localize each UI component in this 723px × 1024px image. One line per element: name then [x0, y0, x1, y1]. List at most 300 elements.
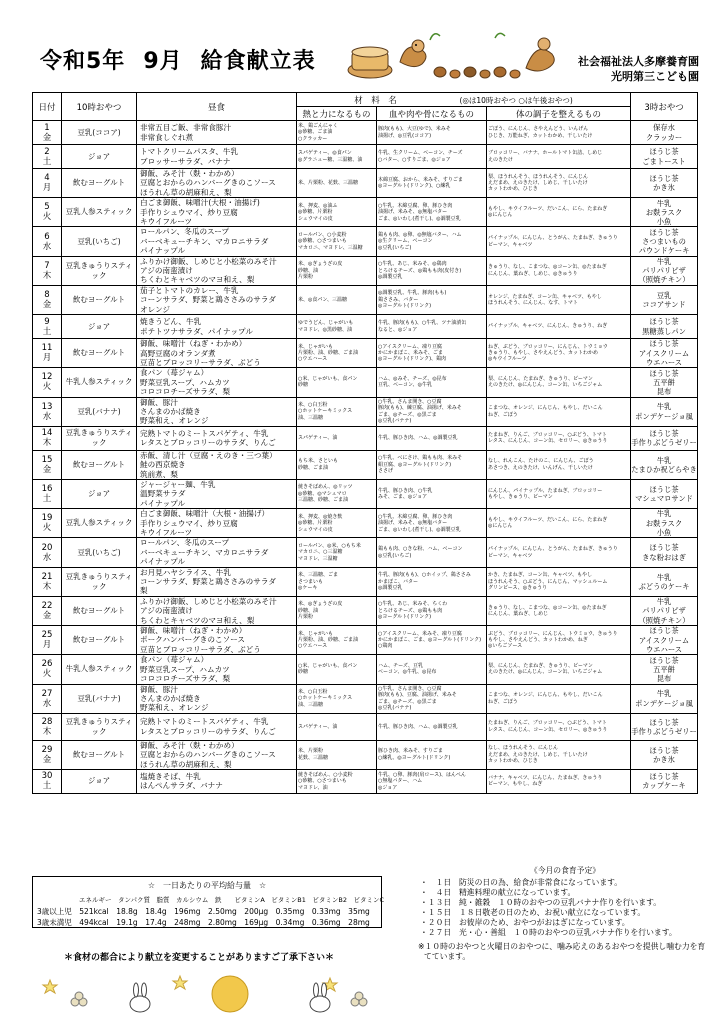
lunch-cell [137, 339, 297, 368]
yellow-ingredients-cell-line: ◎豆乳(バナナ) [378, 705, 412, 712]
red-ingredients-cell [297, 740, 377, 769]
blue-ingredients-cell-line: たまねぎ、りんご、ブロッコリー、○ぶどう、トマト [488, 431, 607, 438]
day-cell-line: 金 [42, 299, 52, 310]
lunch-cell-line: ポークハンバーグきのこソース [140, 635, 245, 645]
red-ingredients-cell-line: ◎砂糖、◎マシュマロ [298, 490, 347, 497]
pm-snack-cell [631, 198, 698, 227]
lunch-cell-line: コーンサラダ、野菜と鶏ささみのサラダ [140, 295, 276, 305]
red-ingredients-cell-line: ○ホットケーキミックス [298, 695, 353, 702]
yellow-ingredients-cell-line: 牛乳、豚肉(もも)、○ホイップ、鶏ささみ [378, 572, 471, 579]
nutrition-row-over3: 3歳以上児 521kcal 18.8g 18.4g 196mg 2.50mg 200μg 0.35mg 0.33mg 35mg [37, 907, 370, 916]
lunch-cell [137, 169, 297, 198]
red-ingredients-cell-line: スパゲティー、油 [298, 723, 338, 730]
page-header [0, 0, 723, 92]
pm-snack-cell-line: ほうじ茶 [649, 626, 679, 636]
lunch-cell-line: バーベキューチキン、マカロニサラダ [140, 236, 269, 246]
lunch-cell-line: キウイフルーツ [140, 217, 193, 227]
red-ingredients-cell-line: 油、三温糖 [298, 414, 324, 421]
yellow-ingredients-cell [377, 479, 487, 508]
red-ingredients-cell-line: シュウマイの皮 [298, 526, 333, 533]
pm-snack-cell [631, 339, 698, 368]
red-ingredients-cell-line: 米、じゃがいも [298, 343, 334, 350]
red-ingredients-cell-line: 片栗粉 [298, 273, 314, 280]
yellow-ingredients-cell-line: 絹豆腐、◎ヨーグルト(ドリンク) [378, 461, 452, 468]
blue-ingredients-cell [487, 655, 631, 684]
yellow-ingredients-cell-line: ○牛乳、あじ、米みそ、ちくわ [378, 601, 448, 608]
red-ingredients-cell-line: 米、押麦、◎焼き麩 [298, 513, 343, 520]
menu-row [33, 509, 698, 538]
lunch-cell-line: パイナップル [140, 246, 186, 256]
red-ingredients-cell-line: ロールパン、○小麦粉 [298, 231, 347, 238]
blue-ingredients-cell [487, 769, 631, 793]
blue-ingredients-cell-line: えだまめ、えのきたけ、しめじ、干しいたけ [488, 751, 588, 758]
bunny-moon-illustration [30, 966, 370, 1016]
lunch-cell-line: 鮭の西京焼き [140, 460, 186, 470]
lunch-cell [137, 227, 297, 256]
day-cell-line: 水 [42, 411, 52, 422]
blue-ingredients-cell [487, 684, 631, 713]
menu-row [33, 626, 698, 655]
yellow-ingredients-cell [377, 227, 487, 256]
day-cell-line: 4 [44, 173, 50, 184]
blue-ingredients-cell [487, 426, 631, 450]
day-cell [33, 256, 62, 285]
day-cell-line: 22 [41, 600, 53, 611]
red-ingredients-cell-line: マヨドレ、◎黒砂糖、油 [298, 326, 352, 333]
red-ingredients-cell-line: 米、押麦、◎油ふ [298, 202, 338, 209]
day-cell [33, 538, 62, 567]
lunch-cell-line: ほうれん草の胡麻和え、梨 [140, 759, 232, 769]
menu-row [33, 256, 698, 285]
blue-ingredients-cell-line: ねぎ、ごぼう [488, 698, 518, 705]
blue-ingredients-cell-line: カットわかめ、ひじき [488, 186, 538, 193]
pm-snack-cell-line: 小魚 [656, 527, 672, 537]
pm-snack-cell-line: ウエハース [645, 357, 683, 367]
blue-ingredients-cell-line: ぶどう、ブロッコリー、にんじん、トウミョウ、きゅうり [488, 630, 618, 637]
pm-snack-cell-line: 豆乳 [656, 290, 672, 300]
yellow-ingredients-cell [377, 145, 487, 169]
yellow-ingredients-cell [377, 285, 487, 314]
pm-snack-cell-line: 黒糖蒸しパン [642, 326, 686, 336]
pm-snack-cell-line: 牛乳 [656, 509, 672, 519]
pm-snack-cell [631, 397, 698, 426]
pm-snack-cell [631, 315, 698, 339]
red-ingredients-cell [297, 769, 377, 793]
lunch-cell-line: 梨 [140, 586, 148, 596]
red-ingredients-cell-line: 米、○白玉粉 [298, 689, 328, 695]
day-cell-line: 25 [41, 630, 53, 641]
red-ingredients-cell-line: ゆでうどん、じゃがいも [298, 320, 354, 327]
menu-row [33, 567, 698, 596]
lunch-cell-line: 豆腐とおからのハンバーグきのこソース [140, 178, 276, 188]
yellow-ingredients-cell [377, 121, 487, 145]
am-snack-cell [62, 285, 137, 314]
menu-row [33, 450, 698, 479]
yellow-ingredients-cell-line: 油揚げ、米みそ、◎無塩バター [378, 209, 448, 216]
blue-ingredients-cell [487, 368, 631, 397]
day-cell-line: 5 [44, 202, 50, 213]
blue-ingredients-cell [487, 479, 631, 508]
yellow-ingredients-cell-line: 油揚げ、米みそ、◎無塩バター [378, 520, 448, 527]
yellow-ingredients-cell-line: ◎豆乳(いちご) [378, 552, 412, 559]
yellow-ingredients-cell-line: ○アイスクリーム、米みそ、凍り豆腐 [378, 630, 462, 637]
red-ingredients-cell [297, 626, 377, 655]
pm-snack-cell-line: ほうじ茶 [649, 717, 679, 727]
lunch-cell [137, 450, 297, 479]
lunch-cell-line: 野菜豆乳スープ、ハムカツ [140, 664, 230, 674]
header-snack-am: 10時おやつ [62, 93, 137, 121]
blue-ingredients-cell [487, 397, 631, 426]
blue-ingredients-cell-line: グリンピース、◎きゅうり [488, 584, 548, 591]
pm-snack-cell-line: ほうじ茶 [649, 339, 679, 349]
menu-row [33, 769, 698, 793]
red-ingredients-cell [297, 479, 377, 508]
lunch-cell-line: 白ごま御飯、味噌汁(大根・油揚げ) [140, 198, 260, 208]
red-ingredients-cell-line: マヨドレ、三温糖 [298, 555, 338, 562]
lunch-cell-line: 筑前煮、梨 [140, 469, 178, 479]
day-cell [33, 368, 62, 397]
day-cell [33, 450, 62, 479]
yellow-ingredients-cell-line: 豚肉(もも)、豆腐、油揚げ、米みそ [378, 692, 457, 699]
lunch-cell [137, 285, 297, 314]
am-snack-cell-line: 飲むヨーグルト [72, 178, 126, 188]
pm-snack-cell-line: ココアサンド [642, 299, 686, 309]
lunch-cell-line: キウイフルーツ [140, 528, 193, 537]
am-snack-cell [62, 169, 137, 198]
lunch-cell-line: コロコロチーズサラダ、梨 [140, 674, 231, 684]
yellow-ingredients-cell-line: かにかまぼこ、ごま、◎ヨーグルト(ドリンク) [378, 636, 482, 643]
red-ingredients-cell-line: 米、三温糖、ごま [298, 572, 339, 579]
am-snack-cell [62, 567, 137, 596]
am-snack-cell-line: ジョア [87, 321, 111, 331]
red-ingredients-cell [297, 285, 377, 314]
red-ingredients-cell [297, 145, 377, 169]
yellow-ingredients-cell [377, 397, 487, 426]
day-cell-line: 金 [42, 464, 52, 475]
red-ingredients-cell [297, 198, 377, 227]
am-snack-cell-line: 豆乳(バナナ) [77, 693, 121, 703]
pm-snack-cell-line: （照焼チキン） [638, 275, 690, 285]
lunch-cell-line: パイナップル [140, 498, 186, 508]
yellow-ingredients-cell-line: ◎調製豆乳 [378, 273, 403, 280]
day-cell-line: 12 [41, 372, 53, 383]
day-cell [33, 121, 62, 145]
header-red: 熱と力になるもの [297, 107, 377, 121]
yellow-ingredients-cell-line: ハム、チーズ、豆乳 [378, 662, 424, 669]
pm-snack-cell [631, 450, 698, 479]
blue-ingredients-cell-line: なし、ほうれんそう、にんじん [488, 745, 559, 752]
blue-ingredients-cell-line: あさつき、えのきたけ、いんげん、干しいたけ [488, 464, 593, 471]
blue-ingredients-cell-line: レタス、にんじん、コーン缶、セロリー、◎きゅうり [488, 438, 608, 445]
lunch-cell [137, 426, 297, 450]
red-ingredients-cell-line: ○米、じゃがいも、食パン [298, 662, 358, 669]
title-month: 9月 [143, 49, 183, 74]
blue-ingredients-cell [487, 121, 631, 145]
yellow-ingredients-cell-line: ささげ [378, 468, 394, 475]
blue-ingredients-cell [487, 169, 631, 198]
menu-row [33, 169, 698, 198]
blue-ingredients-cell [487, 198, 631, 227]
blue-ingredients-cell-line: もやし、きゅうり、ピーマン [488, 494, 553, 501]
pm-snack-cell-line: 五平餅 [653, 664, 675, 674]
pm-snack-cell-line: 昆布 [656, 387, 672, 397]
am-snack-cell [62, 397, 137, 426]
blue-ingredients-cell-line: ねぎ、ごぼう [488, 411, 518, 418]
title-text: 給食献立表 [200, 49, 316, 74]
red-ingredients-cell-line: 砂糖 [298, 669, 309, 676]
blue-ingredients-cell [487, 227, 631, 256]
yellow-ingredients-cell-line: ハム、◎みそ、チーズ、◎昆布 [378, 376, 447, 383]
event-item: ・２７日 光・心・善組 １０時のおやつの豆乳バナナ作りを行います。 [420, 928, 677, 937]
red-ingredients-cell-line: ○ウエハース [298, 356, 328, 363]
pm-snack-cell-line: お麩ラスク [645, 207, 683, 217]
am-snack-cell-line: 豆乳(バナナ) [77, 406, 121, 416]
blue-ingredients-cell-line: えだまめ、えのきたけ、しめじ、干しいたけ [488, 179, 588, 186]
red-ingredients-cell-line: 砂糖、油 [298, 607, 319, 614]
header-yellow: 血や肉や骨になるもの [377, 107, 487, 121]
red-ingredients-cell-line: スパゲティー、◎食パン [298, 150, 352, 157]
red-ingredients-cell-line: 米、○白玉粉 [298, 402, 328, 409]
day-cell-line: 木 [42, 270, 52, 281]
am-snack-cell-line: 豆乳きゅうりスティック [65, 571, 133, 591]
blue-ingredients-cell [487, 450, 631, 479]
lunch-cell [137, 479, 297, 508]
yellow-ingredients-cell-line: 鶏もも肉、○きな粉、ハム、ベーコン [378, 546, 463, 553]
day-cell [33, 285, 62, 314]
lunch-cell [137, 596, 297, 625]
pm-snack-cell-line: ほうじ茶 [649, 745, 679, 755]
day-cell [33, 626, 62, 655]
lunch-cell [137, 368, 297, 397]
day-cell-line: 土 [42, 326, 52, 337]
blue-ingredients-cell-line: えのきたけ [488, 156, 514, 163]
red-ingredients-cell-line: 油、三温糖 [298, 701, 324, 708]
blue-ingredients-cell-line: かき、たまねぎ、コーン缶、キャベツ、もやし [488, 572, 593, 579]
red-ingredients-cell-line: ◎砂糖、○さつまいも [298, 238, 347, 245]
red-ingredients-cell-line: 砂糖、ごま油 [298, 464, 329, 471]
blue-ingredients-cell [487, 626, 631, 655]
menu-row [33, 426, 698, 450]
blue-ingredients-cell-line: もやし、さやえんどう、カットわかめ、ねぎ [488, 636, 588, 643]
yellow-ingredients-cell [377, 315, 487, 339]
lunch-cell-line: 食パン（苺ジャム） [140, 655, 209, 665]
event-item: ・ ４日 精進料理の献立になっています。 [420, 888, 576, 897]
day-cell [33, 198, 62, 227]
blue-ingredients-cell [487, 567, 631, 596]
lunch-cell-line: ちくわとキャベツのマヨ和え、梨 [140, 615, 255, 625]
nutrition-headers: エネルギー タンパク質 脂質 カルシウム 鉄 ビタミンA ビタミンB1 ビタミンB2 ビタミンC [79, 896, 384, 904]
am-snack-cell [62, 655, 137, 684]
yellow-ingredients-cell-line: 牛乳、豚ひき肉、○牛乳 [378, 487, 433, 494]
lunch-cell-line: 非常五目ご飯、非常食豚汁 [140, 123, 232, 133]
event-item: ・ １日 防災の日の為、給食が非常食になっています。 [420, 878, 623, 887]
nutrition-row-under3: 3歳未満児 494kcal 19.1g 17.4g 248mg 2.80mg 169μg 0.34mg 0.36mg 28mg [37, 918, 370, 927]
yellow-ingredients-cell-line: ごま、◎いわし(煮干し)、◎調製豆乳 [378, 215, 461, 222]
blue-ingredients-cell-line: きゅうり、なし、こまつな、◎コーン缶、◎たまねぎ [488, 604, 607, 611]
menu-row [33, 397, 698, 426]
menu-row [33, 227, 698, 256]
pm-snack-cell-line: ほうじ茶 [649, 484, 679, 494]
lunch-cell-line: 御飯、みそ汁（麩・わかめ） [140, 740, 239, 750]
blue-ingredients-cell-line: パイナップル、にんじん、とうがん、たまねぎ、きゅうり [488, 546, 618, 553]
blue-ingredients-cell-line: ◎にんじん [488, 523, 513, 530]
red-ingredients-cell-line: ◎砂糖、ごま油 [298, 129, 333, 136]
lunch-cell-line: 野菜和え、オレンジ [140, 703, 209, 713]
lunch-cell [137, 509, 297, 538]
lunch-cell-line: コーンサラダ、野菜と鶏ささみのサラダ [140, 577, 276, 587]
day-cell [33, 655, 62, 684]
lunch-cell-line: ジャージャー麺、牛乳 [140, 479, 216, 489]
yellow-ingredients-cell-line: ごま、◎チーズ、◎黒ごま [378, 698, 437, 705]
red-ingredients-cell-line: シュウマイの皮 [298, 215, 333, 222]
red-ingredients-cell-line: 米、◎ぎょうざの皮 [298, 601, 343, 608]
blue-ingredients-cell [487, 509, 631, 538]
pm-snack-cell-line: かき氷 [653, 183, 675, 193]
pm-snack-cell-line: 手作りぶどうゼリー [631, 438, 697, 448]
am-snack-cell-line: ジョア [87, 489, 111, 499]
pm-snack-cell-line: ほうじ茶 [649, 227, 679, 237]
red-ingredients-cell [297, 426, 377, 450]
pm-snack-cell-line: ほうじ茶 [649, 429, 679, 439]
am-snack-cell-line: 飲むヨーグルト [72, 348, 126, 358]
blue-ingredients-cell [487, 145, 631, 169]
yellow-ingredients-cell-line: ◎ヨーグルト(ドリンク)、○練乳 [378, 183, 451, 190]
blue-ingredients-cell [487, 285, 631, 314]
am-snack-cell-line: ジョア [87, 776, 111, 786]
lunch-cell-line: オレンジ [140, 304, 170, 314]
blue-ingredients-cell-line: パイナップル、にんじん、とうがん、たまねぎ、きゅうり [488, 235, 618, 242]
pm-snack-cell-line: ほうじ茶 [649, 173, 679, 183]
day-cell [33, 740, 62, 769]
blue-ingredients-cell [487, 339, 631, 368]
pm-snack-cell-line: ほうじ茶 [649, 147, 679, 157]
blue-ingredients-cell-line: ◎にんじん [488, 212, 513, 219]
lunch-cell-line: はんぺんサラダ、バナナ [140, 781, 223, 791]
day-cell-line: 30 [41, 771, 53, 782]
blue-ingredients-cell-line: ピーマン、キャベツ [488, 552, 533, 559]
yellow-ingredients-cell-line: 鶏ささみ、バター [378, 296, 419, 303]
pm-snack-cell-line: アイスクリーム [638, 348, 690, 358]
blue-ingredients-cell-line: ねぎ、ぶどう、ブロッコリー、にんじん、トウミョウ [488, 343, 608, 350]
page-title [40, 44, 316, 75]
lunch-cell-line: 非常食しぐれ煮 [140, 132, 194, 142]
yellow-ingredients-cell-line: ○牛乳、さんま開き、○豆腐 [378, 685, 442, 692]
day-cell-line: 金 [42, 754, 52, 765]
pm-snack-cell-line: カップケーキ [642, 781, 686, 791]
yellow-ingredients-cell-line: かまぼこ、バター [378, 578, 419, 585]
lunch-cell [137, 315, 297, 339]
lunch-cell-line: ふりかけ御飯、しめじと小松菜のみそ汁 [140, 256, 277, 266]
pm-snack-cell-line: マシュマロサンド [635, 494, 693, 504]
yellow-ingredients-cell [377, 596, 487, 625]
pm-snack-cell-line: ポンデケージョ風 [635, 411, 693, 421]
pm-snack-cell-line: ほうじ茶 [649, 543, 679, 553]
red-ingredients-cell-line: ◎グラニュー糖、三温糖、油 [298, 156, 363, 163]
yellow-ingredients-cell-line: ◎ヨーグルト(ドリンク) [378, 614, 432, 621]
blue-ingredients-cell-line: きゅうり、もやし、さやえんどう、カットわかめ [488, 350, 598, 356]
pm-snack-cell [631, 145, 698, 169]
day-cell-line: 26 [41, 659, 53, 670]
blue-ingredients-cell-line: ピーマン、もやし、ねぎ [488, 781, 543, 788]
am-snack-cell-line: 豆乳(ココア) [77, 127, 121, 137]
pm-snack-cell [631, 567, 698, 596]
yellow-ingredients-cell-line: ○無塩バター、ハム [378, 778, 423, 785]
pm-snack-cell-line: ごまトースト [642, 156, 686, 166]
school-name: 光明第三こども園 [611, 70, 699, 83]
day-cell-line: 水 [42, 552, 52, 563]
day-cell-line: 火 [42, 212, 52, 223]
day-cell-line: 月 [42, 183, 52, 194]
day-cell-line: 27 [41, 688, 53, 699]
am-snack-cell [62, 740, 137, 769]
blue-ingredients-cell-line: にんじん、葉ねぎ、しめじ [488, 610, 549, 617]
am-snack-cell-line: 豆乳きゅうりスティック [65, 716, 133, 736]
lunch-cell-line: レタスとブロッコリーのサラダ、りんご [140, 726, 276, 736]
red-ingredients-cell [297, 538, 377, 567]
day-cell-line: 土 [42, 781, 52, 792]
am-snack-cell-line: 牛乳人参スティック [65, 377, 133, 387]
red-ingredients-cell-line: マカロニ、マヨドレ、三温糖 [298, 244, 363, 251]
menu-row [33, 285, 698, 314]
yellow-ingredients-cell-line: ◎ヨーグルト(ドリンク) [378, 303, 432, 310]
pm-snack-cell [631, 169, 698, 198]
blue-ingredients-cell-line: 梨、にんじん、たまねぎ、きゅうり、ピーマン [488, 662, 593, 669]
pm-snack-cell [631, 713, 698, 740]
day-cell [33, 169, 62, 198]
am-snack-cell [62, 596, 137, 625]
day-cell-line: 木 [42, 581, 52, 592]
yellow-ingredients-cell-line: 豚ひき肉、米みそ、すりごま [378, 748, 443, 755]
nutrition-title: ☆ 一日あたりの平均給与量 ☆ [147, 881, 267, 890]
squirrel-acorn-illustration [330, 22, 560, 82]
lunch-cell-line: 豆苗とブロッコリーサラダ、ぶどう [140, 644, 261, 654]
red-ingredients-cell-line: 片栗粉、油、砂糖、ごま油 [298, 350, 359, 356]
lunch-cell [137, 121, 297, 145]
yellow-ingredients-cell-line: 牛乳、豚ひき肉、ハム、◎調製豆乳 [378, 723, 458, 730]
lunch-cell-line: バーベキューチキン、マカロニサラダ [140, 547, 269, 557]
yellow-ingredients-cell [377, 626, 487, 655]
blue-ingredients-cell [487, 315, 631, 339]
pm-snack-cell-line: たまひか祝どらやき [631, 464, 697, 474]
lunch-cell-line: アジの南蛮漬け [140, 266, 193, 276]
ingredients-label: 材 料 名 [354, 95, 397, 106]
red-ingredients-cell-line: もち米、さといも [298, 458, 339, 465]
day-cell-line: 金 [42, 132, 52, 143]
day-cell-line: 8 [44, 289, 50, 300]
event-item: ・２０日 お彼岸のため、おやつがおはぎになっています。 [420, 918, 630, 927]
day-cell [33, 684, 62, 713]
am-snack-cell-line: ジョア [87, 151, 111, 161]
red-ingredients-cell-line: 片栗粉、油、砂糖、ごま油 [298, 636, 359, 643]
lunch-cell-line: 御飯、みそ汁（麩・わかめ） [140, 169, 239, 178]
am-snack-cell [62, 315, 137, 339]
blue-ingredients-cell-line: カットわかめ、ひじき [488, 758, 538, 765]
yellow-ingredients-cell [377, 169, 487, 198]
lunch-cell-line: 御飯、味噌汁（ねぎ・わかめ） [140, 339, 247, 349]
lunch-cell-line: 焼きうどん、牛乳 [140, 317, 202, 327]
blue-ingredients-cell [487, 538, 631, 567]
pm-snack-cell-line: ほうじ茶 [649, 772, 679, 782]
lunch-cell-line: 食パン（苺ジャム） [140, 368, 209, 378]
lunch-cell-line: ポテトツナサラダ、パイナップル [140, 326, 253, 336]
am-snack-cell [62, 145, 137, 169]
am-snack-cell-line: 飲むヨーグルト [72, 749, 126, 759]
yellow-ingredients-cell-line: ◎ジョア [378, 784, 398, 791]
pm-snack-cell-line: 昆布 [656, 673, 672, 683]
day-cell-line: 水 [42, 698, 52, 709]
pm-snack-cell [631, 479, 698, 508]
day-cell [33, 145, 62, 169]
